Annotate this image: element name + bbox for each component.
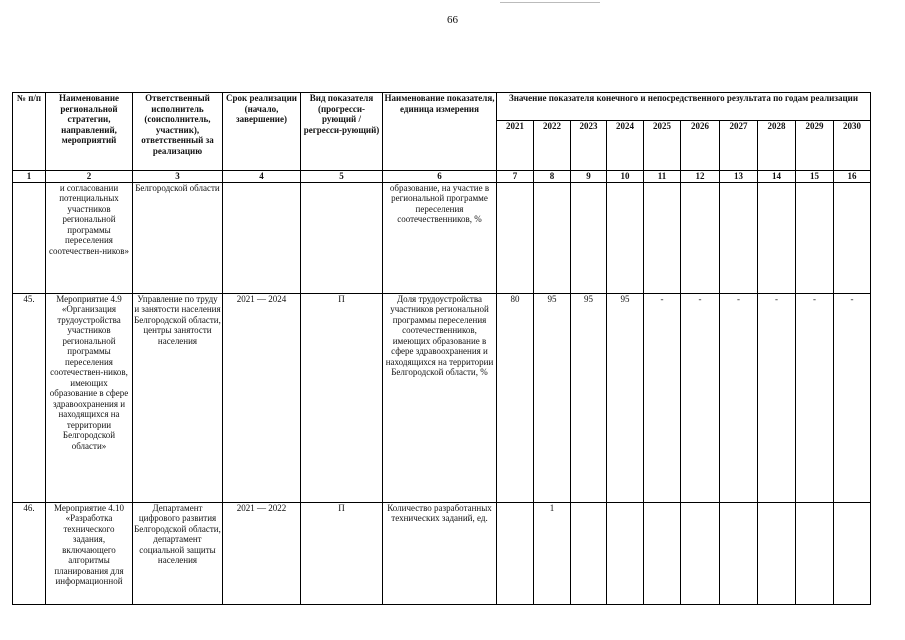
row-num: 46. <box>13 502 46 604</box>
column-number: 5 <box>301 171 383 183</box>
column-number: 16 <box>834 171 871 183</box>
row-value <box>534 182 571 293</box>
header-year: 2022 <box>534 121 571 171</box>
header-period: Срок реализации (начало, завершение) <box>223 93 301 171</box>
column-number: 2 <box>46 171 133 183</box>
table-row <box>13 182 871 293</box>
program-table <box>12 92 871 605</box>
header-indicator-name: Наименование показателя, единица измерения <box>383 93 497 171</box>
row-period: 2021 — 2022 <box>223 502 301 604</box>
header-name: Наименование региональной стратегии, направлений, мероприятий <box>46 93 133 171</box>
header-year: 2028 <box>758 121 796 171</box>
row-value <box>644 182 681 293</box>
column-number: 3 <box>133 171 223 183</box>
row-value <box>681 502 720 604</box>
row-indicator: Количество разработанных технических заданий, ед. <box>383 502 497 604</box>
row-value: - <box>796 293 834 502</box>
column-number: 15 <box>796 171 834 183</box>
row-value: 95 <box>534 293 571 502</box>
row-value: - <box>720 293 758 502</box>
row-value: 1 <box>534 502 571 604</box>
column-number-row <box>13 171 871 183</box>
column-number: 11 <box>644 171 681 183</box>
row-value: - <box>681 293 720 502</box>
row-type: П <box>301 502 383 604</box>
row-value <box>571 182 607 293</box>
row-value <box>758 502 796 604</box>
header-year: 2021 <box>497 121 534 171</box>
row-indicator: Доля трудоустройства участников региональной программы переселения соотечественников, имеющих образование в сфере здравоохранения и находящихся на территории Белгородской области, % <box>383 293 497 502</box>
row-period <box>223 182 301 293</box>
row-value <box>720 502 758 604</box>
header-num: № п/п <box>13 93 46 171</box>
column-number: 6 <box>383 171 497 183</box>
row-value: 95 <box>571 293 607 502</box>
row-executor: Белгородской области <box>133 182 223 293</box>
header-year: 2024 <box>607 121 644 171</box>
row-executor: Департамент цифрового развития Белгородской области, департамент социальной защиты населения <box>133 502 223 604</box>
row-name: Мероприятие 4.9 «Организация трудоустройства участников региональной программы переселения соотечествен-ников, имеющих образование в сфере здравоохранения и находящихся на территории Белгородской области» <box>46 293 133 502</box>
row-value: - <box>834 293 871 502</box>
header-values-group: Значение показателя конечного и непосредственного результата по годам реализации <box>497 93 871 121</box>
row-num <box>13 182 46 293</box>
row-value <box>796 502 834 604</box>
column-number: 8 <box>534 171 571 183</box>
row-value <box>834 502 871 604</box>
row-value <box>720 182 758 293</box>
column-number: 1 <box>13 171 46 183</box>
row-indicator: образование, на участие в региональной программе переселения соотечественников, % <box>383 182 497 293</box>
row-value: - <box>644 293 681 502</box>
row-value <box>644 502 681 604</box>
row-name: и согласовании потенциальных участников региональной программы переселения соотечествен-ников» <box>46 182 133 293</box>
row-period: 2021 — 2024 <box>223 293 301 502</box>
row-value <box>497 502 534 604</box>
row-value: 80 <box>497 293 534 502</box>
table-row <box>13 502 871 604</box>
page-number: 66 <box>447 14 458 26</box>
column-number: 10 <box>607 171 644 183</box>
column-number: 12 <box>681 171 720 183</box>
header-executor: Ответственный исполнитель (соисполнитель, участник), ответственный за реализацию <box>133 93 223 171</box>
column-number: 4 <box>223 171 301 183</box>
header-year: 2027 <box>720 121 758 171</box>
column-number: 7 <box>497 171 534 183</box>
row-type: П <box>301 293 383 502</box>
header-year: 2029 <box>796 121 834 171</box>
header-year: 2030 <box>834 121 871 171</box>
header-year: 2023 <box>571 121 607 171</box>
row-value <box>571 502 607 604</box>
column-number: 14 <box>758 171 796 183</box>
scan-artifact-line <box>500 2 600 3</box>
header-indicator-type: Вид показателя (прогресси-рующий / регресси-рующий) <box>301 93 383 171</box>
header-year: 2025 <box>644 121 681 171</box>
row-value: 95 <box>607 293 644 502</box>
row-type <box>301 182 383 293</box>
row-value <box>758 182 796 293</box>
row-value <box>607 182 644 293</box>
row-value <box>497 182 534 293</box>
row-value <box>681 182 720 293</box>
header-year: 2026 <box>681 121 720 171</box>
row-value <box>834 182 871 293</box>
column-number: 13 <box>720 171 758 183</box>
row-value: - <box>758 293 796 502</box>
column-number: 9 <box>571 171 607 183</box>
row-value <box>607 502 644 604</box>
row-executor: Управление по труду и занятости населения Белгородской области, центры занятости населения <box>133 293 223 502</box>
row-name: Мероприятие 4.10 «Разработка технического задания, включающего алгоритмы планирования для информационной <box>46 502 133 604</box>
table-row <box>13 293 871 502</box>
row-num: 45. <box>13 293 46 502</box>
row-value <box>796 182 834 293</box>
